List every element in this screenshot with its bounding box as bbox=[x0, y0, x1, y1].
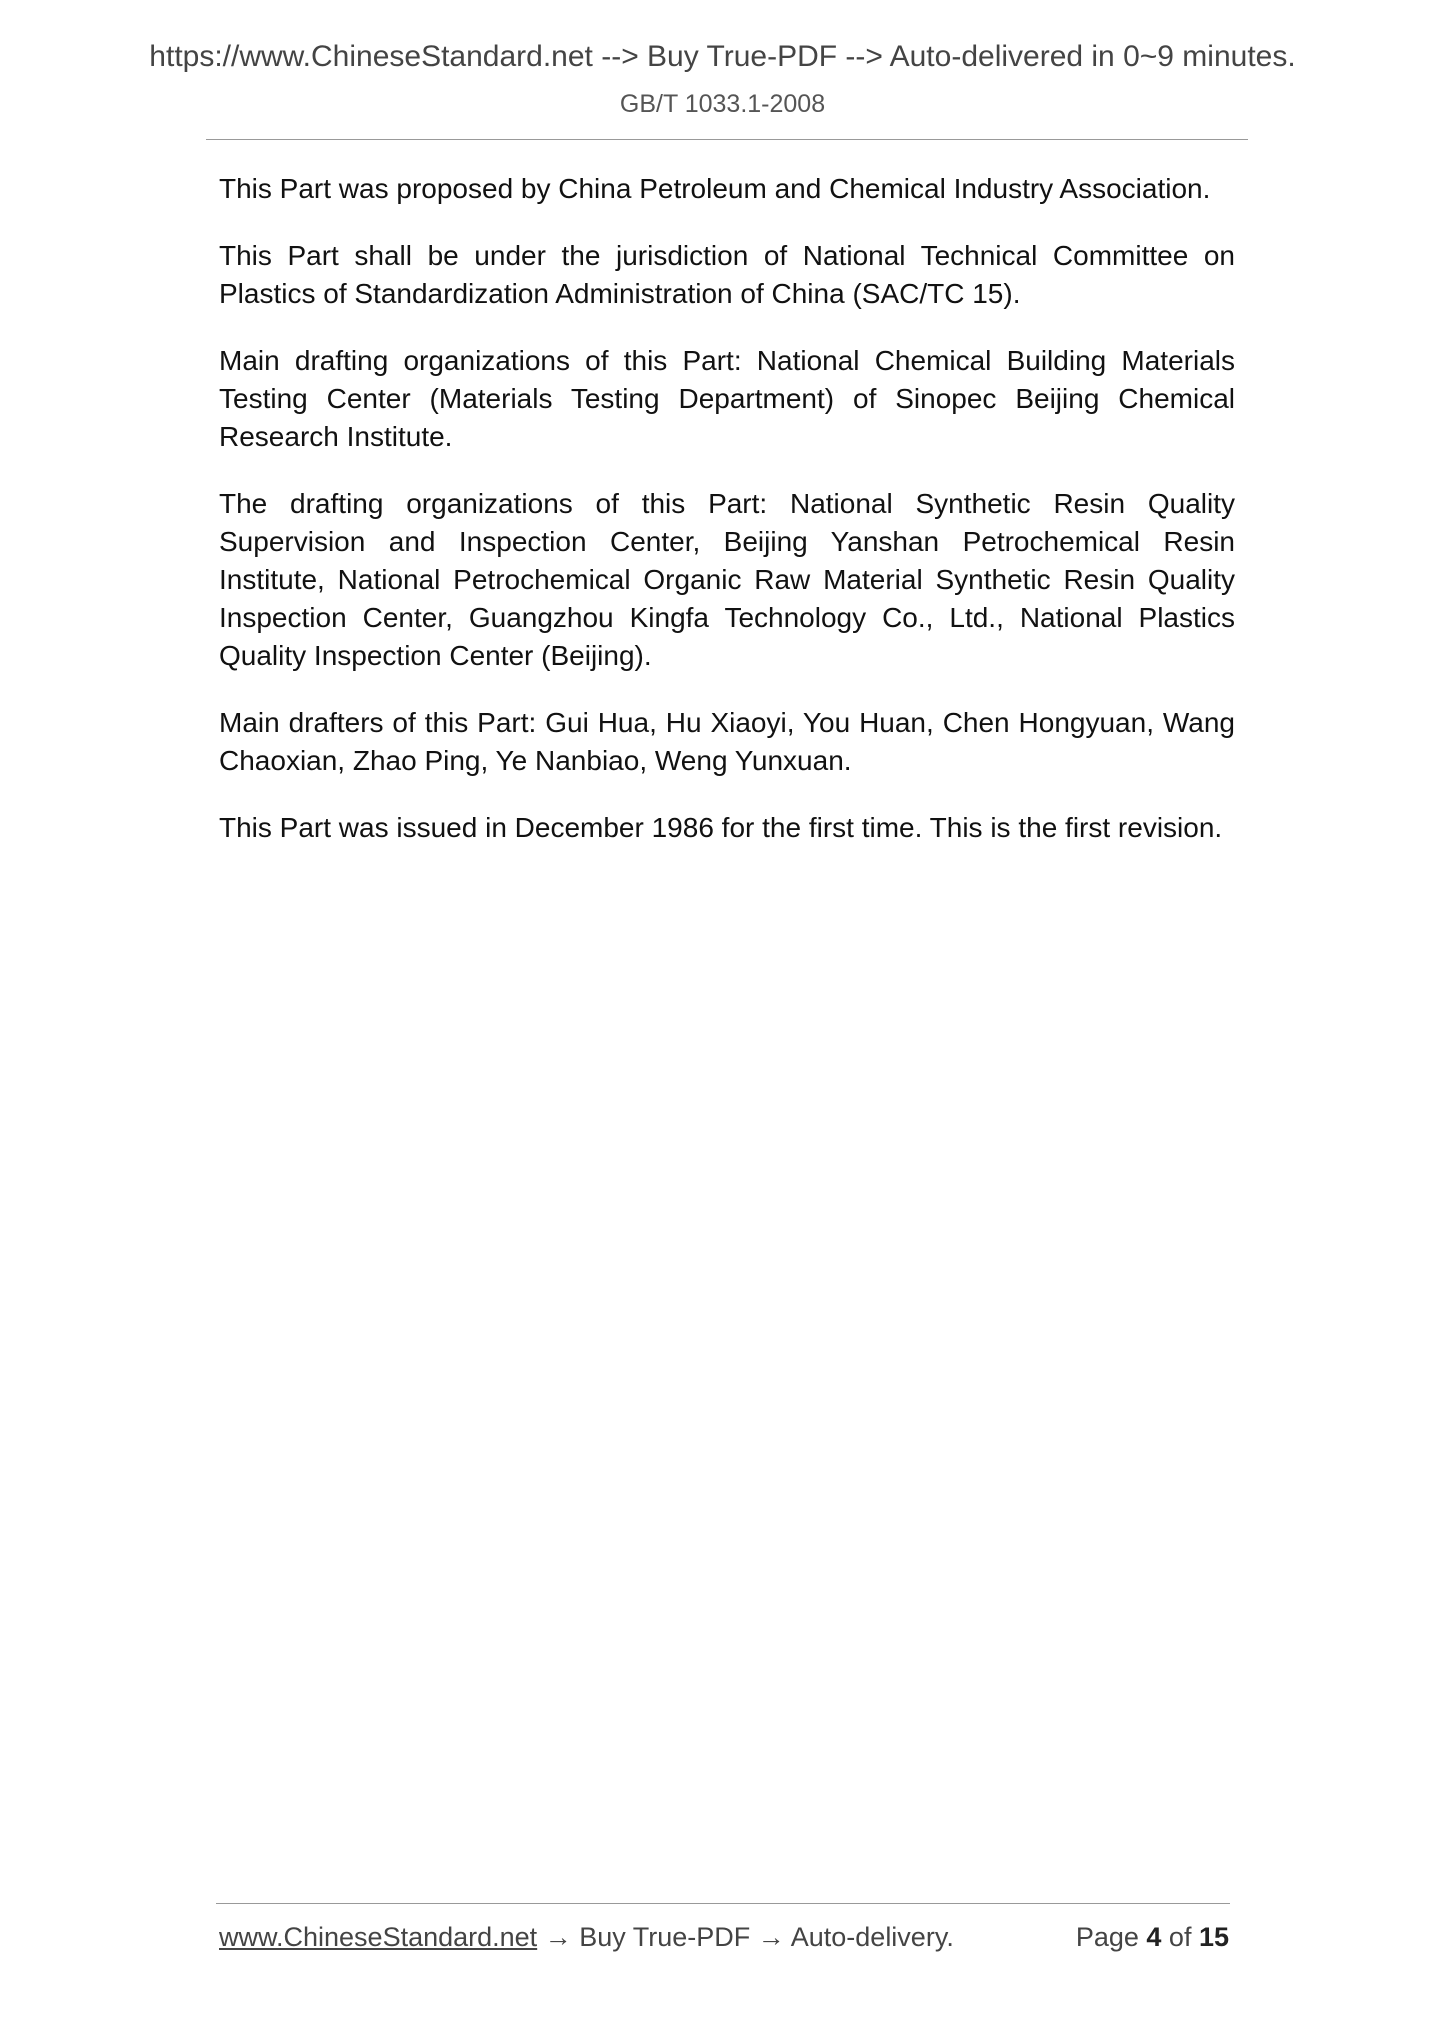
footer-left bbox=[219, 1922, 954, 1953]
top-banner: https://www.ChineseStandard.net --> Buy True-PDF --> Auto-delivered in 0~9 minutes. bbox=[149, 40, 1296, 73]
page-total: 15 bbox=[1198, 1922, 1229, 1952]
page-number: 4 bbox=[1146, 1922, 1162, 1952]
paragraph-main-drafting-organizations: Main drafting organizations of this Part: National Chemical Building Materials Testing Center (Materials Testing Department) of Sinopec Beijing Chemical Research Institute. bbox=[219, 345, 1235, 452]
header-divider bbox=[206, 139, 1248, 140]
footer-divider bbox=[216, 1903, 1230, 1904]
paragraph-jurisdiction: This Part shall be under the jurisdiction of National Technical Committee on Plastics of Standardization Administration of China (SAC/TC 15). bbox=[219, 240, 1235, 309]
foreword-body bbox=[219, 170, 1235, 876]
page-label: Page bbox=[1075, 1922, 1147, 1952]
page-footer bbox=[219, 1922, 1229, 1958]
page-indicator bbox=[1076, 1922, 1229, 1953]
website-link[interactable]: www.ChineseStandard.net bbox=[219, 1922, 538, 1952]
footer-tagline: → Buy True-PDF → Auto-delivery. bbox=[537, 1922, 954, 1952]
of-label: of bbox=[1161, 1922, 1199, 1952]
paragraph-main-drafters: Main drafters of this Part: Gui Hua, Hu Xiaoyi, You Huan, Chen Hongyuan, Wang Chaoxian, Zhao Ping, Ye Nanbiao, Weng Yunxuan. bbox=[219, 707, 1235, 776]
paragraph-drafting-organizations: The drafting organizations of this Part: National Synthetic Resin Quality Supervision and Inspection Center, Beijing Yanshan Petrochemical Resin Institute, National Petrochemical Organic Raw Material Synthetic Resin Quality Inspection Center, Guangzhou Kingfa Technology Co., Ltd., National Plastics Quality Inspection Center (Beijing). bbox=[219, 488, 1235, 671]
document-code: GB/T 1033.1-2008 bbox=[619, 90, 826, 118]
paragraph-proposed-by: This Part was proposed by China Petroleum and Chemical Industry Association. bbox=[219, 173, 1211, 204]
paragraph-issue-history: This Part was issued in December 1986 for the first time. This is the first revision. bbox=[219, 812, 1223, 843]
